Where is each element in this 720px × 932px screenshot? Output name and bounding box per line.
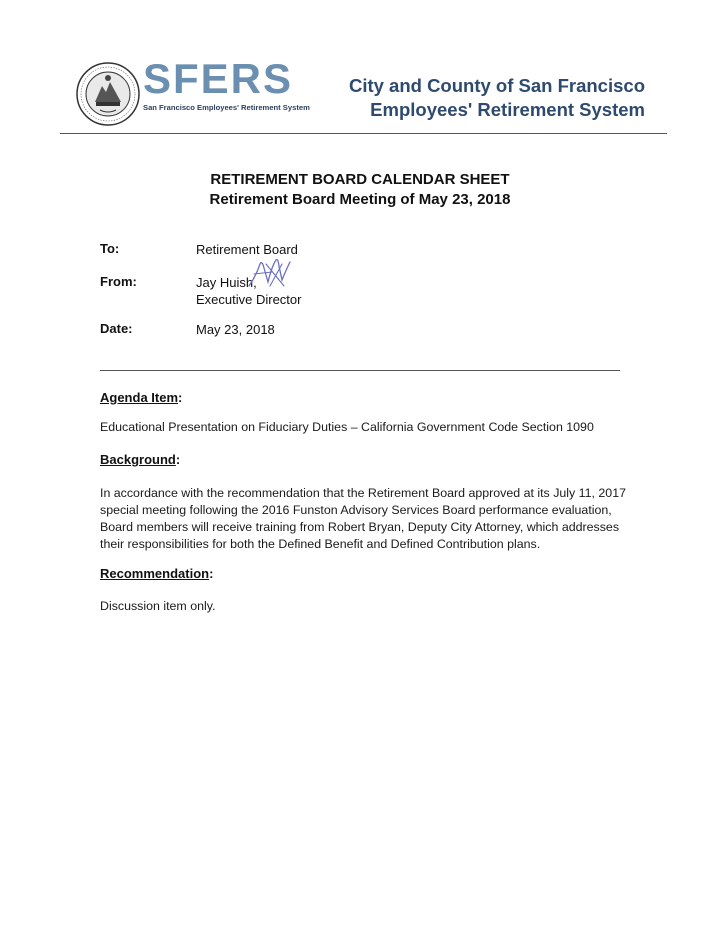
org-line-2: Employees' Retirement System [370,99,645,120]
background-text: In accordance with the recommendation that the Retirement Board approved at its July 11, 2017 special meeting following the 2016 Funston Advisory Services Board performance evaluation, Board members will receive training from Robert Bryan, Deputy City Attorney, which addresses their responsibilities for both the Defined Benefit and Defined Contribution plans. [100,486,626,551]
signature-initials-icon [246,256,292,290]
recommendation-heading-text: Recommendation [100,566,210,581]
background-heading-text: Background [100,452,176,467]
background-heading: Background: [100,452,181,467]
from-name: Jay Huish, [196,275,257,290]
to-value: Retirement Board [196,242,298,257]
agenda-item-heading: Agenda Item: [100,390,183,405]
logo-wordmark: SFERS [143,55,294,102]
from-title: Executive Director [196,292,302,307]
from-label: From: [100,274,137,289]
organization-name [349,74,645,122]
org-line-1: City and County of San Francisco [348,75,645,96]
document-title [0,170,720,210]
sfers-logo [143,55,310,112]
recommendation-text: Discussion item only. [100,599,216,613]
title-line-2: Retirement Board Meeting of May 23, 2018 [209,191,511,208]
city-seal-icon [76,62,140,126]
date-value: May 23, 2018 [196,322,275,337]
agenda-item-heading-text: Agenda Item [100,390,179,405]
memo-divider [100,370,620,371]
agenda-item-text: Educational Presentation on Fiduciary Duties – California Government Code Section 1090 [100,420,594,434]
date-label: Date: [100,321,133,336]
to-label: To: [100,241,120,256]
logo-subtitle: San Francisco Employees' Retirement System [143,103,310,112]
recommendation-heading: Recommendation: [100,566,214,581]
title-line-1: RETIREMENT BOARD CALENDAR SHEET [210,171,510,188]
header-divider [60,133,667,134]
